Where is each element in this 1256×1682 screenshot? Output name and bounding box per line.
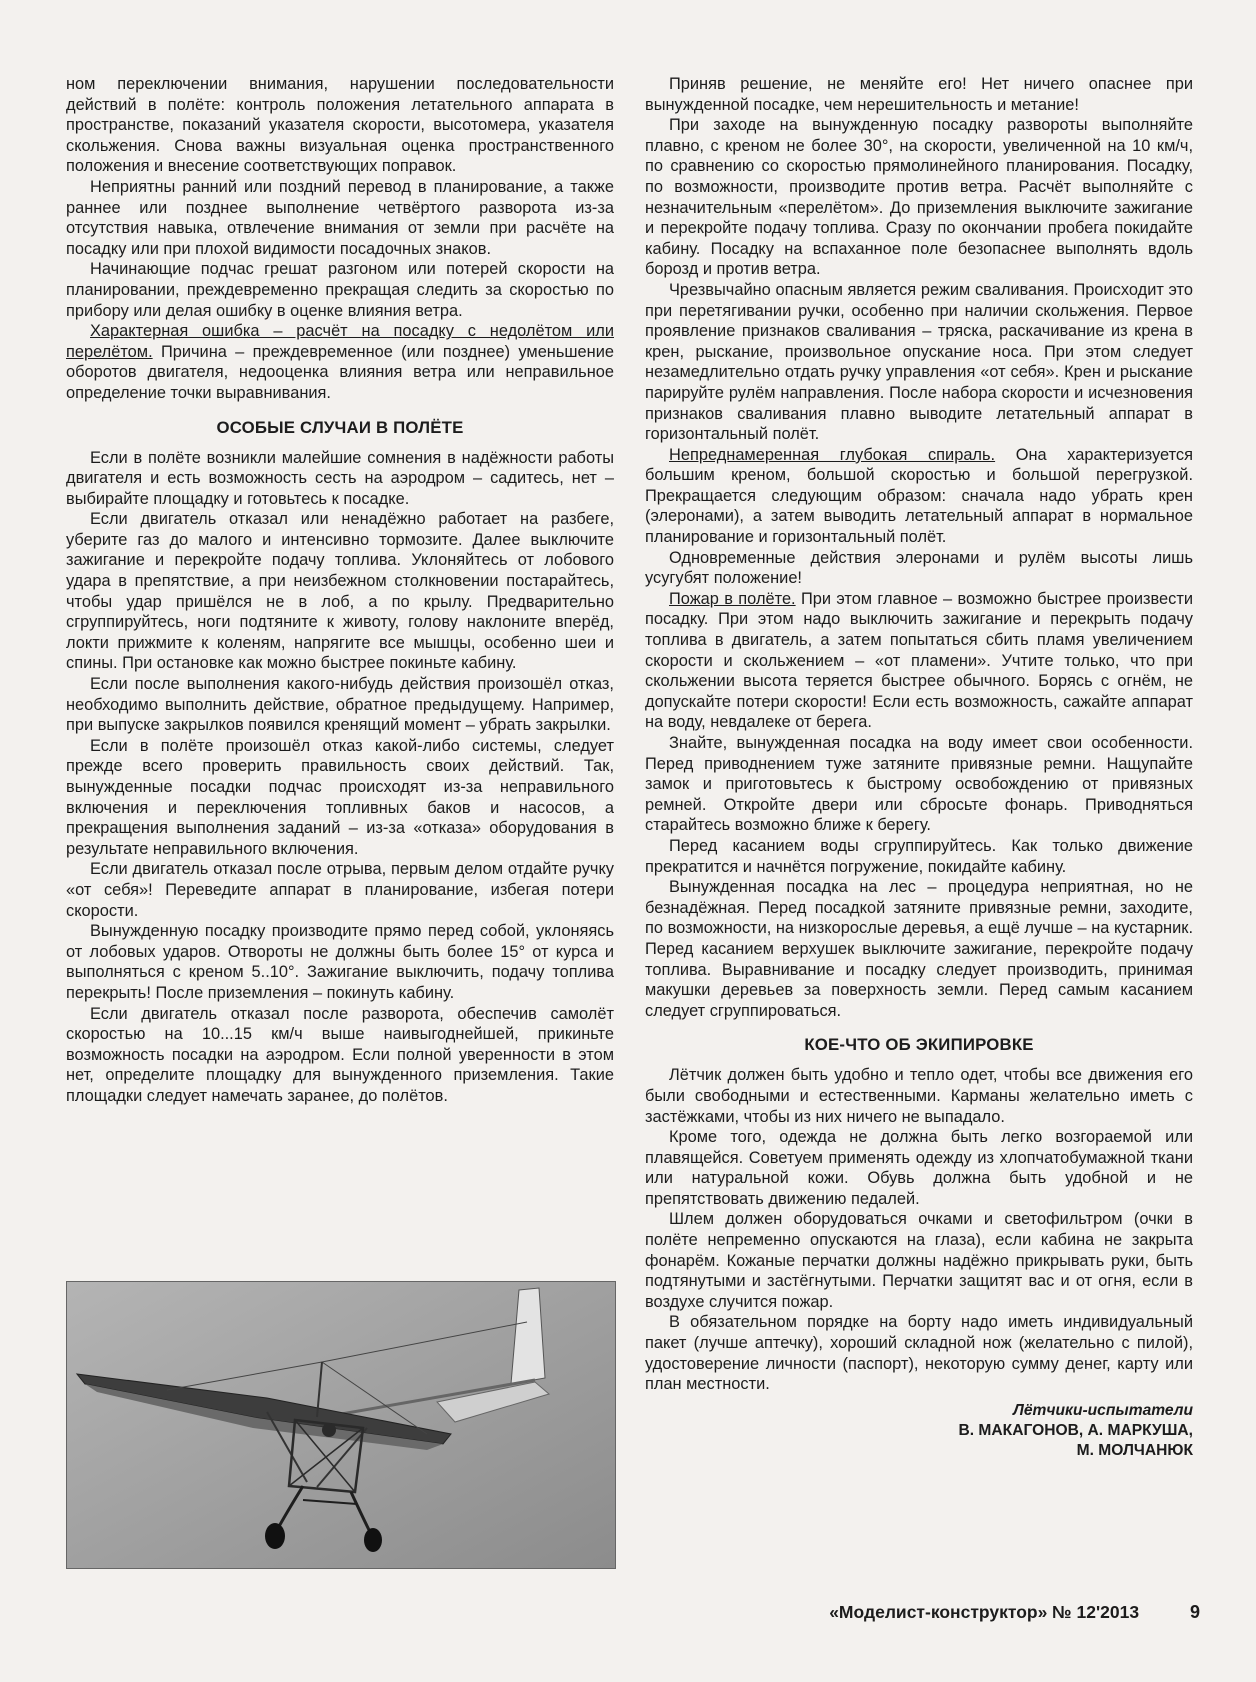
author-role: Лётчики-испытатели [1013,1401,1193,1419]
paragraph: Одновременные действия элеронами и рулём высоты лишь усугубят положение! [645,548,1193,588]
paragraph: Вынужденную посадку производите прямо перед собой, уклоняясь от лобовых ударов. Отвороты не должны быть более 15° от курса и выполняться с креном 5..10°. Зажигание выключить, подачу топлива перекрыть! После приземления – покинуть кабину. [66,922,614,1002]
author-names: В. МАКАГОНОВ, А. МАРКУША, [958,1421,1193,1439]
paragraph: Шлем должен оборудоваться очками и светофильтром (очки в полёте непременно опускаются на глаза), если кабина не закрыта фонарём. Кожаные перчатки должны надёжно прикрывать руки, быть подтянутыми и застёгнутыми. Перчатки защитят вас и от огня, если в воздухе случится пожар. [645,1210,1193,1311]
page-number: 9 [1189,1602,1200,1622]
wheel [364,1528,382,1552]
paragraph: Чрезвычайно опасным является режим сваливания. Происходит это при перетягивании ручки, особенно при наличии скольжения. Первое проявление признаков сваливания – тряска, раскачивание из крена в крен, рыскание, произвольное опускание носа. При этом следует незамедлительно отдать ручку управления «от себя». Крен и рыскание парируйте рулём направления. После набора скорости и исчезновения признаков сваливания плавно выводите летательный аппарат в горизонтальный полёт. [645,280,1193,444]
aircraft-photo [66,1281,616,1569]
paragraph: Приняв решение, не меняйте его! Нет ничего опаснее при вынужденной посадке, чем нерешительность и метание! [645,75,1193,114]
section-heading-special-cases: ОСОБЫЕ СЛУЧАИ В ПОЛЁТЕ [216,417,464,437]
spiral-text: Она характеризуется большим креном, большой скоростью и большой перегрузкой. Прекращается следующим образом: сначала надо убрать крен (элеронами), а затем выводить летательный аппарат в нормальное планирование и горизонтальный полёт. [645,445,1193,547]
author-signature [645,1401,1193,1461]
typical-error-label: Характерная ошибка – расчёт на посадку с недолётом или перелётом. [66,322,614,361]
paragraph: Если двигатель отказал после отрыва, первым делом отдайте ручку «от себя»! Переведите аппарат в планирование, избегая потери скорости. [66,860,614,920]
paragraph: Если в полёте произошёл отказ какой-либо системы, следует прежде всего проверить правильность своих действий. Так, вынужденные посадки подчас происходят из-за неправильного включения и переключения топливных баков и насосов, а прекращения выполнения заданий – из-за «отказа» оборудования в результате неправильного включения. [66,736,614,858]
pilot-head [322,1423,336,1437]
paragraph: Если в полёте возникли малейшие сомнения в надёжности работы двигателя и есть возможность сесть на аэродром – садитесь, нет – выбирайте площадку и готовьтесь к посадке. [66,448,614,508]
typical-error-text: Причина – преждевременное (или позднее) уменьшение оборотов двигателя, недооценка влияния ветра или неправильное определение точки выравнивания. [66,342,614,402]
section-heading-equipment: КОЕ-ЧТО ОБ ЭКИПИРОВКЕ [804,1035,1034,1055]
left-column [66,74,614,1107]
paragraph: Кроме того, одежда не должна быть легко возгораемой или плавящейся. Советуем применять одежду из хлопчатобумажной ткани или натуральной кожи. Обувь должна быть удобной и не препятствовать движению педалей. [645,1128,1193,1208]
paragraph-spiral [645,445,1193,548]
paragraph-typical-error [66,321,614,403]
paragraph: При заходе на вынужденную посадку развороты выполняйте плавно, с креном не более 30°, на скорости, увеличенной на 10 км/ч, по сравнению со скоростью прямолинейного планирования. Посадку, по возможности, производите против ветра. Расчёт выполняйте с незначительным «перелётом». До приземления выключите зажигание и перекройте подачу топлива. Сразу по окончании пробега покидайте кабину. Посадку на вспаханное поле безопаснее выполнять вдоль борозд и против ветра. [645,116,1193,279]
fire-label: Пожар в полёте. [669,589,796,608]
spiral-label: Непреднамеренная глубокая спираль. [669,445,996,464]
aircraft-illustration [67,1282,615,1568]
author-names: М. МОЛЧАНЮК [1076,1441,1193,1459]
paragraph: Знайте, вынужденная посадка на воду имеет свои особенности. Перед приводнением туже затяните привязные ремни. Нащупайте замок и приготовьтесь к быстрому освобождению от привязных ремней. Откройте двери или сбросьте фонарь. Приводняться старайтесь возможно ближе к берегу. [645,734,1193,835]
right-column [645,74,1193,1461]
fire-text: При этом главное – возможно быстрее произвести посадку. При этом надо выключить зажигание и перекрыть подачу топлива в двигатель, а затем попытаться сбить пламя увеличением скорости и скольжением – «от пламени». Учтите только, что при скольжении высота теряется быстрее обычного. Борясь с огнём, не допускайте потери скорости! Если есть возможность, сажайте аппарат на воду, невдалеке от берега. [645,589,1194,732]
page-footer [740,1602,1200,1623]
paragraph-fire [645,589,1193,733]
paragraph: Вынужденная посадка на лес – процедура неприятная, но не безнадёжная. Перед посадкой затяните привязные ремни, заходите, по возможности, на низкорослые деревья, а ещё лучше – на кустарник. Перед касанием верхушек выключите зажигание, перекройте подачу топлива. Выравнивание и посадку следует производить, принимая макушки деревьев за поверхность земли. Перед самым касанием следует сгруппироваться. [645,878,1193,1020]
paragraph: Если после выполнения какого-нибудь действия произошёл отказ, необходимо выполнить действие, обратное предыдущему. Например, при выпуске закрылков появился кренящий момент – убрать закрылки. [66,675,614,735]
paragraph: Если двигатель отказал или ненадёжно работает на разбеге, уберите газ до малого и интенсивно тормозите. Далее выключите зажигание и перекройте подачу топлива. Уклоняйтесь от лобового удара в препятствие, а при неизбежном столкновении постарайтесь, чтобы удар пришёлся не в лоб, а по крылу. Предварительно сгруппируйтесь, ноги подтяните к животу, голову наклоните вперёд, локти прижмите к коленям, напрягите все мышцы, особенно шеи и спины. При остановке как можно быстрее покиньте кабину. [66,510,614,673]
paragraph: Перед касанием воды сгруппируйтесь. Как только движение прекратится и начнётся погружение, покидайте кабину. [645,836,1193,876]
journal-issue: «Моделист-конструктор» № 12'2013 [829,1602,1140,1622]
paragraph: В обязательном порядке на борту надо иметь индивидуальный пакет (лучше аптечку), хороший складной нож (желательно с пилой), удостоверение личности (паспорт), некоторую сумму денег, карту или план местности. [645,1313,1193,1394]
paragraph: Неприятны ранний или поздний перевод в планирование, а также раннее или позднее выполнение четвёртого разворота из-за отсутствия навыка, отвлечение внимания от земли при расчёте на посадку или при плохой видимости посадочных знаков. [66,177,614,258]
paragraph: Лётчик должен быть удобно и тепло одет, чтобы все движения его были свободными и естественными. Карманы желательно иметь с застёжками, чтобы из них ничего не выпадало. [645,1066,1193,1126]
paragraph: Если двигатель отказал после разворота, обеспечив самолёт скоростью на 10...15 км/ч выше наивыгоднейшей, прикиньте возможность посадки на аэродром. Если полной уверенности в этом нет, определите площадку для вынужденного приземления. Такие площадки следует намечать заранее, до полётов. [66,1004,614,1105]
paragraph: Начинающие подчас грешат разгоном или потерей скорости на планировании, преждевременно прекращая следить за скоростью по прибору или делая ошибку в оценке влияния ветра. [66,260,614,320]
paragraph: ном переключении внимания, нарушении последовательности действий в полёте: контроль положения летательного аппарата в пространстве, показаний указателя скорости, высотомера, указателя скольжения. Снова важны визуальная оценка пространственного положения и внесение соответствующих поправок. [66,75,614,176]
wheel [265,1523,285,1549]
